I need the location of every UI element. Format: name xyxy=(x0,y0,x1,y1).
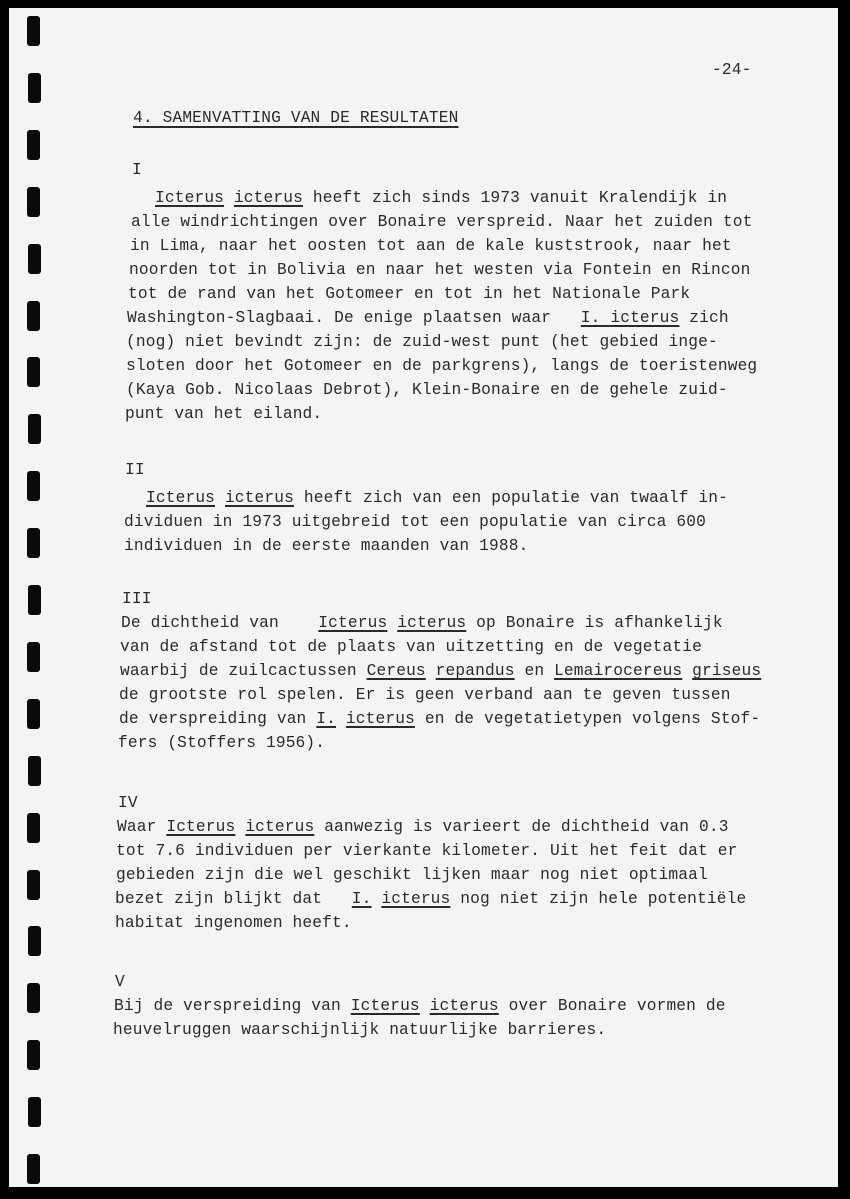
text-run: op Bonaire is afhankelijk xyxy=(466,614,723,632)
punch-hole xyxy=(27,301,40,331)
text-run: dividuen in 1973 uitgebreid tot een populatie van circa 600 xyxy=(124,513,706,531)
species-name: icterus xyxy=(429,997,499,1015)
punch-hole xyxy=(28,1097,41,1127)
paragraph-line xyxy=(115,913,352,933)
paragraph-line xyxy=(126,332,718,352)
section-heading: 4. SAMENVATTING VAN DE RESULTATEN xyxy=(133,109,459,127)
text-run: noorden tot in Bolivia en naar het westen via Fontein en Rincon xyxy=(129,261,751,279)
species-name: I. xyxy=(351,890,372,908)
section-numeral: I xyxy=(132,161,142,179)
text-run: De dichtheid van xyxy=(121,614,319,632)
species-name: Icterus xyxy=(155,189,225,207)
page-number: -24- xyxy=(712,61,752,79)
species-name: icterus xyxy=(233,189,303,207)
punch-hole xyxy=(28,244,41,274)
paragraph-line xyxy=(113,1020,606,1040)
paragraph-line xyxy=(120,661,761,681)
punch-hole xyxy=(27,187,40,217)
paragraph-line xyxy=(130,236,732,256)
species-name: Icterus xyxy=(146,489,216,507)
text-run xyxy=(682,662,692,680)
punch-hole xyxy=(27,813,40,843)
punch-hole xyxy=(27,130,40,160)
punch-hole xyxy=(27,1040,40,1070)
text-run: zich xyxy=(679,309,729,327)
paragraph-line xyxy=(131,212,752,232)
species-name: I. icterus xyxy=(580,309,680,327)
text-run: Waar xyxy=(117,818,167,836)
species-name: icterus xyxy=(397,614,467,632)
paragraph-line xyxy=(126,380,728,400)
punch-hole xyxy=(28,926,41,956)
paragraph-line xyxy=(125,404,322,424)
text-run: heeft zich sinds 1973 vanuit Kralendijk in xyxy=(303,189,728,207)
text-run: heeft zich van een populatie van twaalf in- xyxy=(294,489,729,507)
text-run xyxy=(235,818,245,836)
species-name: repandus xyxy=(435,662,515,680)
text-run: bezet zijn blijkt dat xyxy=(115,890,352,908)
paragraph-line xyxy=(126,356,757,376)
text-run: nog niet zijn hele potentiële xyxy=(450,890,747,908)
punch-hole xyxy=(28,73,41,103)
punch-hole xyxy=(27,870,40,900)
text-run xyxy=(420,997,430,1015)
paragraph-line xyxy=(119,685,731,705)
species-name: icterus xyxy=(381,890,451,908)
species-name: icterus xyxy=(345,710,415,728)
text-run: aanwezig is varieert de dichtheid van 0.3 xyxy=(314,818,729,836)
punch-hole xyxy=(27,471,40,501)
paragraph-line xyxy=(118,733,325,753)
punch-hole xyxy=(27,983,40,1013)
punch-hole xyxy=(28,414,41,444)
text-run: (Kaya Gob. Nicolaas Debrot), Klein-Bonaire en de gehele zuid- xyxy=(126,381,728,399)
paragraph-line xyxy=(124,512,706,532)
paragraph-line xyxy=(146,488,728,508)
text-run xyxy=(371,890,381,908)
species-name: Lemairocereus xyxy=(554,662,683,680)
text-run: in Lima, naar het oosten tot aan de kale kuststrook, naar het xyxy=(130,237,732,255)
section-numeral: III xyxy=(122,590,152,608)
text-run: Washington-Slagbaai. De enige plaatsen waar xyxy=(127,309,581,327)
text-run: waarbij de zuilcactussen xyxy=(120,662,367,680)
species-name: Icterus xyxy=(318,614,388,632)
text-run: van de afstand tot de plaats van uitzetting en de vegetatie xyxy=(120,638,702,656)
punch-hole xyxy=(27,1154,40,1184)
species-name: Icterus xyxy=(350,997,420,1015)
text-run: heuvelruggen waarschijnlijk natuurlijke barrieres. xyxy=(113,1021,607,1039)
text-run xyxy=(224,189,234,207)
text-run: habitat ingenomen heeft. xyxy=(115,914,352,932)
text-run: alle windrichtingen over Bonaire verspreid. Naar het zuiden tot xyxy=(131,213,753,231)
punch-hole xyxy=(28,585,41,615)
text-run xyxy=(426,662,436,680)
section-numeral: II xyxy=(125,461,145,479)
species-name: Icterus xyxy=(166,818,236,836)
section-numeral: IV xyxy=(118,794,138,812)
text-run: de grootste rol spelen. Er is geen verband aan te geven tussen xyxy=(119,686,731,704)
text-run: Bij de verspreiding van xyxy=(114,997,351,1015)
paragraph-line xyxy=(116,865,708,885)
text-run xyxy=(387,614,397,632)
text-run: en de vegetatietypen volgens Stof- xyxy=(414,710,761,728)
text-run: individuen in de eerste maanden van 1988. xyxy=(124,537,529,555)
paragraph-line xyxy=(127,308,729,328)
paragraph-line xyxy=(120,637,702,657)
paragraph-line xyxy=(128,284,690,304)
species-name: icterus xyxy=(245,818,315,836)
species-name: I. xyxy=(316,710,337,728)
punch-hole xyxy=(27,357,40,387)
text-run: de verspreiding van xyxy=(119,710,317,728)
paragraph-line xyxy=(124,536,528,556)
paragraph-line xyxy=(155,188,727,208)
text-run: over Bonaire vormen de xyxy=(498,997,726,1015)
document-page xyxy=(9,8,838,1187)
section-numeral: V xyxy=(115,973,125,991)
paragraph-line xyxy=(116,841,737,861)
punch-hole xyxy=(27,642,40,672)
paragraph-line xyxy=(121,613,723,633)
text-run xyxy=(336,710,346,728)
text-run: tot de rand van het Gotomeer en tot in het Nationale Park xyxy=(128,285,691,303)
text-run: fers (Stoffers 1956). xyxy=(118,734,326,752)
text-run: gebieden zijn die wel geschikt lijken maar nog niet optimaal xyxy=(116,866,708,884)
paragraph-line xyxy=(114,996,726,1016)
punch-hole xyxy=(27,699,40,729)
text-run: (nog) niet bevindt zijn: de zuid-west punt (het gebied inge- xyxy=(126,333,718,351)
text-run: en xyxy=(514,662,555,680)
text-run: sloten door het Gotomeer en de parkgrens), langs de toeristenweg xyxy=(126,357,758,375)
paragraph-line xyxy=(129,260,750,280)
species-name: icterus xyxy=(224,489,294,507)
punch-hole xyxy=(27,16,40,46)
species-name: griseus xyxy=(692,662,762,680)
text-run: punt van het eiland. xyxy=(125,405,323,423)
paragraph-line xyxy=(117,817,729,837)
text-run: tot 7.6 individuen per vierkante kilometer. Uit het feit dat er xyxy=(116,842,738,860)
text-run xyxy=(215,489,225,507)
punch-hole xyxy=(28,756,41,786)
paragraph-line xyxy=(115,889,746,909)
punch-hole xyxy=(27,528,40,558)
species-name: Cereus xyxy=(366,662,426,680)
paragraph-line xyxy=(119,709,760,729)
